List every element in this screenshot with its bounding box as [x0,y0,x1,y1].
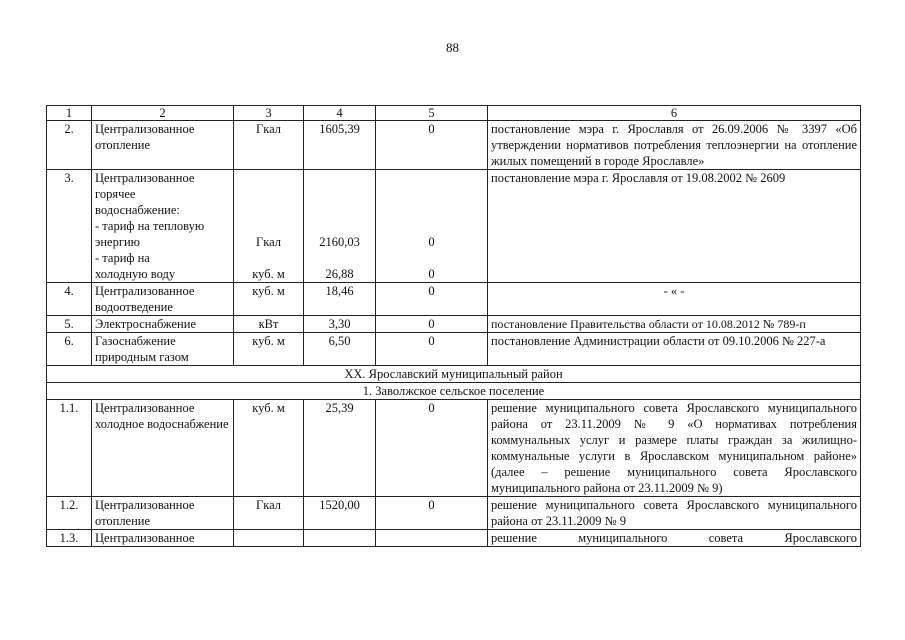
value-line [307,218,372,234]
unit-line [237,250,300,266]
unit-line: Гкал [255,235,281,249]
row-number: 1.1. [47,400,92,497]
table-header-row [47,106,861,121]
unit-cell: Гкал [234,497,304,530]
unit-line: куб. м [252,267,285,281]
unit-cell: кВт [234,316,304,333]
document-cell: решение муниципального совета Ярославского [488,530,861,547]
value-cell: 6,50 [304,333,376,366]
row-number: 1.3. [47,530,92,547]
zero-line: 0 [428,235,435,249]
value-line: 2160,03 [319,235,360,249]
zero-cell [376,530,488,547]
header-cell: 4 [304,106,376,121]
document-cell: решение муниципального совета Ярославского муниципального района от 23.11.2009 № 9 [488,497,861,530]
zero-line [379,186,484,202]
unit-line [237,202,300,218]
service-line: горячее [95,187,136,201]
row-number: 6. [47,333,92,366]
section-row [47,366,861,383]
unit-cell [234,170,304,283]
table-row [47,170,861,283]
value-cell: 25,39 [304,400,376,497]
zero-line [379,218,484,234]
unit-line [237,218,300,234]
table-row [47,283,861,316]
header-cell: 3 [234,106,304,121]
header-cell: 6 [488,106,861,121]
service-cell: Электроснабжение [92,316,234,333]
value-cell: 18,46 [304,283,376,316]
service-line: водоснабжение: [95,203,180,217]
service-line: - тариф на тепловую [95,219,205,233]
value-line: 26,88 [325,267,354,281]
row-number: 2. [47,121,92,170]
service-cell: Централизованное отопление [92,497,234,530]
value-cell: 1520,00 [304,497,376,530]
table-row [47,333,861,366]
document-cell: - « - [488,283,861,316]
unit-cell [234,530,304,547]
document-cell: постановление мэра г. Ярославля от 26.09.2006 № 3397 «Об утверждении нормативов потребления теплоэнергии на отопление жилых помещений в городе Ярославле» [488,121,861,170]
section-title: XX. Ярославский муниципальный район [47,366,861,383]
row-number: 4. [47,283,92,316]
document-cell: постановление Администрации области от 09.10.2006 № 227-а [488,333,861,366]
value-line [307,170,372,186]
value-cell: 1605,39 [304,121,376,170]
service-cell: Централизованное отопление [92,121,234,170]
tariff-table [46,105,861,547]
subsection-title: 1. Заволжское сельское поселение [47,383,861,400]
zero-cell: 0 [376,497,488,530]
zero-cell: 0 [376,400,488,497]
unit-cell: куб. м [234,400,304,497]
table-row [47,530,861,547]
page-number: 88 [446,40,459,55]
value-line [307,202,372,218]
service-cell: Централизованное [92,530,234,547]
header-cell: 1 [47,106,92,121]
service-cell [92,170,234,283]
zero-cell: 0 [376,316,488,333]
row-number: 5. [47,316,92,333]
value-cell: 3,30 [304,316,376,333]
row-number: 1.2. [47,497,92,530]
unit-cell: Гкал [234,121,304,170]
header-cell: 2 [92,106,234,121]
value-cell [304,170,376,283]
zero-cell [376,170,488,283]
zero-cell: 0 [376,283,488,316]
service-line: энергию [95,235,141,249]
unit-cell: куб. м [234,333,304,366]
table-row [47,400,861,497]
table-row [47,497,861,530]
unit-line [237,186,300,202]
value-cell [304,530,376,547]
zero-line [379,202,484,218]
service-cell: Газоснабжение природным газом [92,333,234,366]
value-line [307,186,372,202]
value-line [307,250,372,266]
unit-line [237,170,300,186]
service-line: - тариф на [95,251,150,265]
zero-line: 0 [428,267,435,281]
table-row [47,316,861,333]
zero-cell: 0 [376,333,488,366]
service-line: холодную воду [95,267,176,281]
zero-line [379,250,484,266]
document-cell: решение муниципального совета Ярославского муниципального района от 23.11.2009 № 9 «О нормативах потребления коммунальных услуг и размере платы граждан за жилищно-коммунальные услуги в Ярославском муниципальном районе» (далее – решение муниципального совета Ярославского муниципального района от 23.11.2009 № 9) [488,400,861,497]
service-line: Централизованное [95,171,195,185]
service-cell: Централизованное холодное водоснабжение [92,400,234,497]
unit-cell: куб. м [234,283,304,316]
table-row [47,121,861,170]
zero-cell: 0 [376,121,488,170]
row-number: 3. [47,170,92,283]
zero-line [379,170,484,186]
document-cell: постановление Правительства области от 10.08.2012 № 789-п [488,316,861,333]
subsection-row [47,383,861,400]
service-cell: Централизованное водоотведение [92,283,234,316]
document-cell: постановление мэра г. Ярославля от 19.08.2002 № 2609 [488,170,861,283]
header-cell: 5 [376,106,488,121]
